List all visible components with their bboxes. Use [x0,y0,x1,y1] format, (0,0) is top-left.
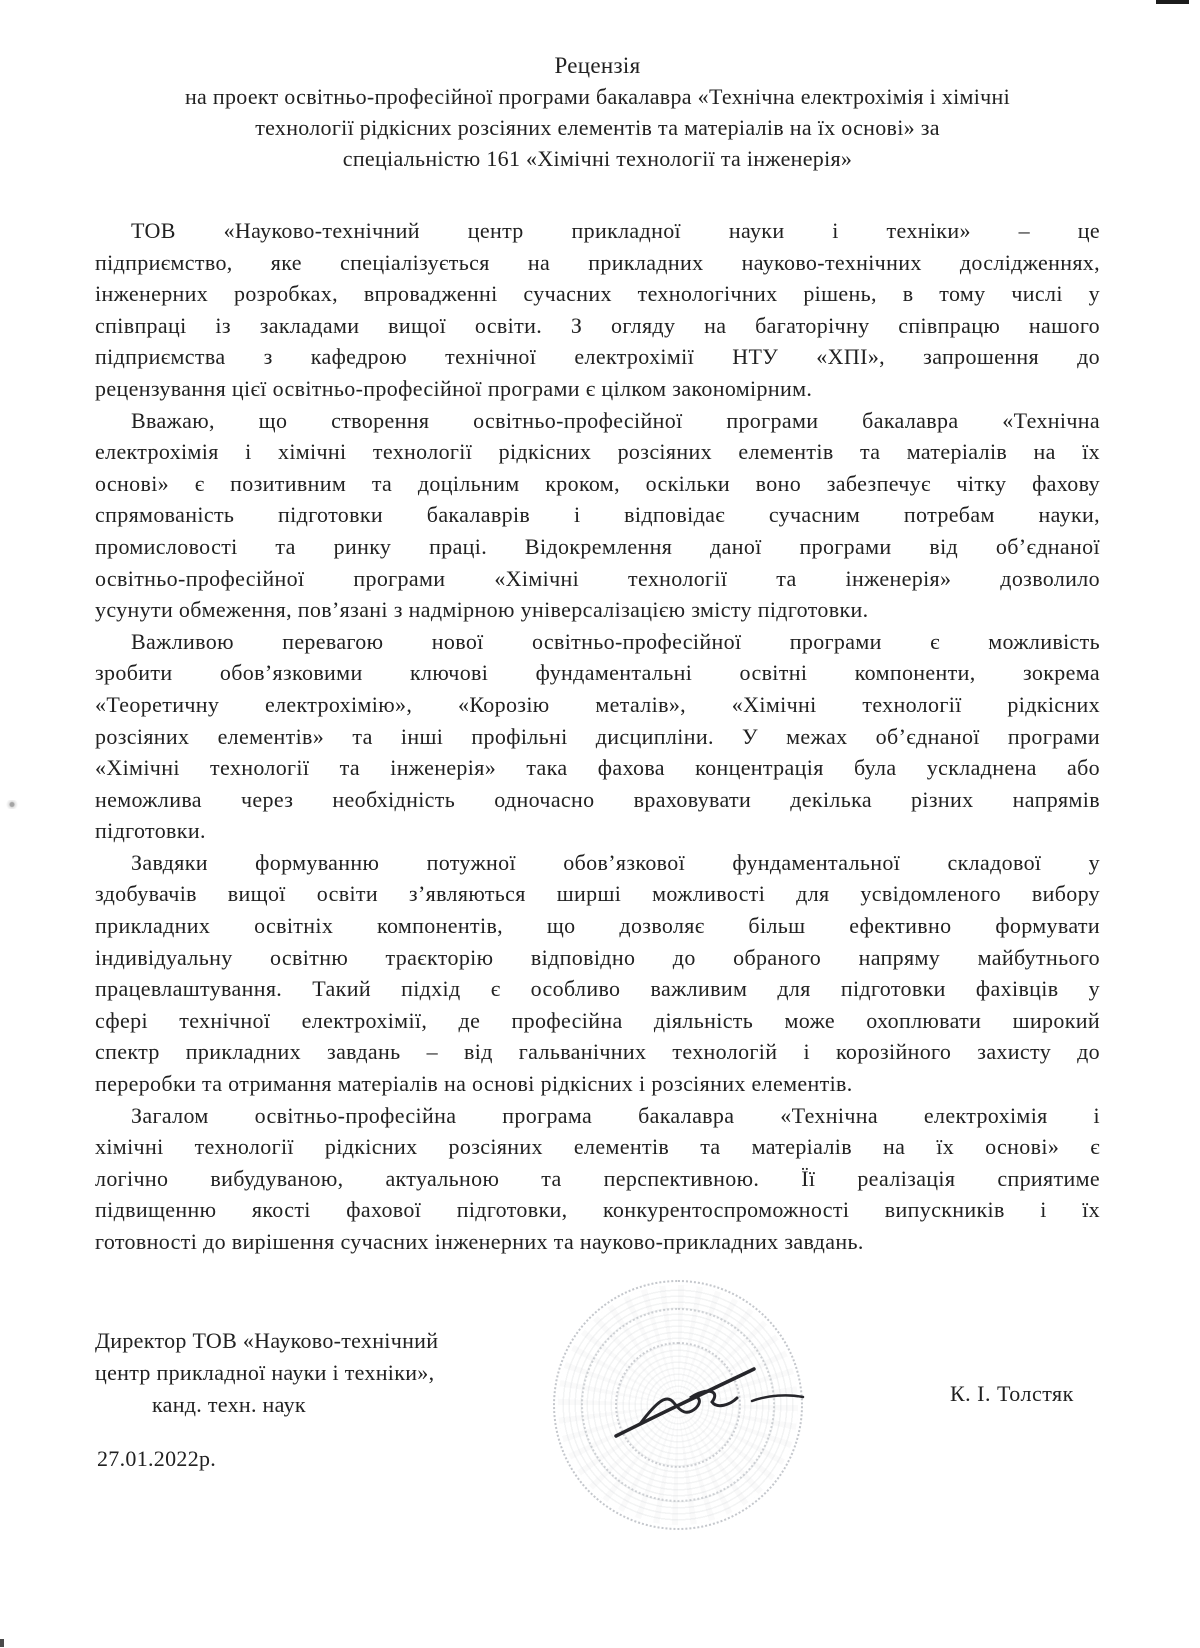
text-line: «Хімічні технології та інженерія» така фахова концентрація була ускладнена або [95,755,1100,781]
text-line: рецензування цієї освітньо-професійної програми є цілком закономірним. [95,375,813,401]
signer-title-line: канд. техн. наук [152,1392,306,1417]
text-line: Вважаю, що створення освітньо-професійної програми бакалавра «Технічна [131,407,1100,433]
document-date: 27.01.2022р. [97,1446,217,1471]
text-line: Завдяки формуванню потужної обов’язкової фундаментальної складової у [131,849,1100,875]
text-line: інженерних розробках, впровадженні сучасних технологічних рішень, в тому числі у [95,281,1100,307]
text-line: підготовки. [95,818,206,844]
subtitle-line: технології рідкісних розсіяних елементів та матеріалів на їх основі» за [255,115,940,140]
text-line: хімічні технології рідкісних розсіяних елементів та матеріалів на їх основі» є [95,1134,1100,1160]
text-line: ТОВ «Науково-технічний центр прикладної науки і техніки» – це [131,218,1100,243]
text-line: підприємства з кафедрою технічної електрохімії НТУ «ХПІ», запрошення до [95,344,1100,370]
text-line: Важливою перевагою нової освітньо-професійної програми є можливість [131,628,1100,654]
text-line: спектр прикладних завдань – від гальванічних технологій і корозійного захисту до [95,1039,1100,1065]
text-line: промисловості та ринку праці. Відокремлення даної програми від об’єднаної [95,533,1100,559]
text-line: підприємство, яке спеціалізується на прикладних науково-технічних дослідженнях, [95,249,1100,275]
signer-title-line: центр прикладної науки і техніки», [95,1360,435,1385]
text-line: логічно вибудуваною, актуальною та перспективною. Її реалізація сприятиме [95,1165,1100,1191]
signer-title [95,1325,655,1421]
scan-artifact-top [1156,0,1189,4]
text-line: освітньо-професійної програми «Хімічні технології та інженерія» дозволило [95,565,1100,591]
text-line: неможлива через необхідність одночасно враховувати декілька різних напрямів [95,786,1100,812]
subtitle-line: на проект освітньо-професійної програми бакалавра «Технічна електрохімія і хімічні [184,84,1011,109]
signer-name: К. І. Толстяк [950,1381,1074,1406]
paragraph [95,1100,1100,1258]
scan-artifact-bottom [0,1639,4,1647]
document-subtitle [95,81,1100,174]
subtitle-line: спеціальністю 161 «Хімічні технології та інженерія» [342,146,853,171]
text-line: сфері технічної електрохімії, де професійна діяльність може охоплювати широкий [95,1007,1100,1033]
text-line: працевлаштування. Такий підхід є особливо важливим для підготовки фахівців у [95,976,1100,1002]
paragraph [95,626,1100,847]
text-line: переробки та отримання матеріалів на основі рідкісних і розсіяних елементів. [95,1071,853,1097]
text-line: Загалом освітньо-професійна програма бакалавра «Технічна електрохімія і [131,1102,1100,1128]
document-body [95,215,1100,1258]
text-line: розсіяних елементів» та інші профільні дисципліни. У межах об’єднаної програми [95,723,1100,749]
paragraph [95,847,1100,1100]
text-line: індивідуальну освітню траєкторію відповідно до обраного напряму майбутнього [95,944,1100,970]
text-line: підвищенню якості фахової підготовки, конкурентоспроможності випускників і їх [95,1197,1100,1223]
text-line: здобувачів вищої освіти з’являються ширші можливості для усвідомленого вибору [95,881,1100,907]
text-line: усунути обмеження, пов’язані з надмірною універсалізацією змісту підготовки. [95,597,869,623]
signer-title-line: Директор ТОВ «Науково-технічний [95,1328,439,1353]
text-line: готовності до вирішення сучасних інженерних та науково-прикладних завдань. [95,1229,864,1254]
paragraph [95,215,1100,405]
text-line: зробити обов’язковими ключові фундаментальні освітні компоненти, зокрема [95,660,1100,686]
document-header [95,50,1100,174]
text-line: співпраці із закладами вищої освіти. З огляду на багаторічну співпрацю нашого [95,312,1100,338]
text-line: основі» є позитивним та доцільним кроком, оскільки воно забезпечує чітку фахову [95,470,1100,496]
text-line: спрямованість підготовки бакалаврів і відповідає сучасним потребам науки, [95,502,1100,528]
document-title: Рецензія [554,53,641,78]
scan-artifact-left [6,800,18,809]
text-line: прикладних освітніх компонентів, що дозволяє більш ефективно формувати [95,913,1100,939]
text-line: електрохімія і хімічні технології рідкісних розсіяних елементів та матеріалів на їх [95,439,1100,465]
paragraph [95,405,1100,626]
text-line: «Теоретичну електрохімію», «Корозію металів», «Хімічні технології рідкісних [95,691,1100,717]
